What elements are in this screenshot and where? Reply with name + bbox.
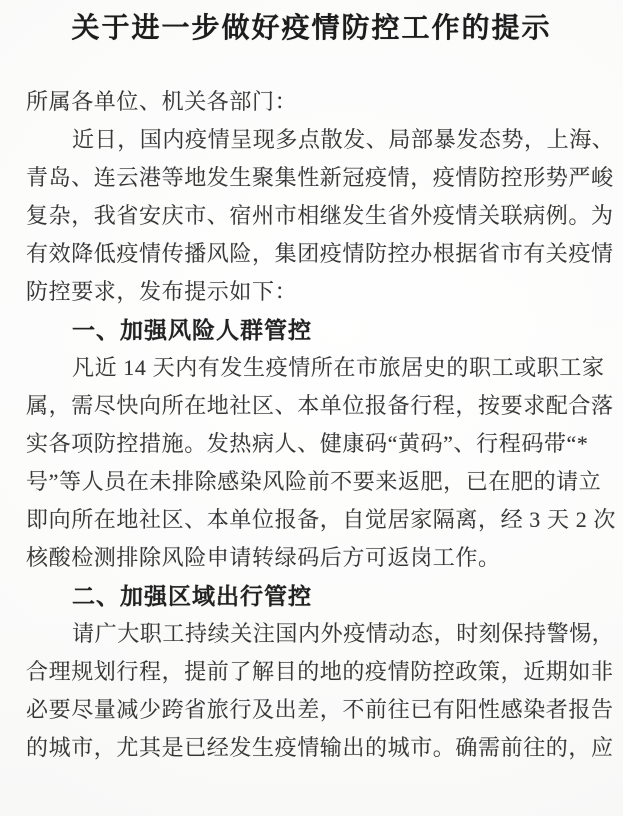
section-1-paragraph-line: 核酸检测排除风险申请转绿码后方可返岗工作。	[26, 545, 501, 570]
section-2-paragraph-line: 的城市，尤其是已经发生疫情输出的城市。确需前往的，应	[26, 735, 614, 760]
section-2-paragraph-line: 请广大职工持续关注国内外疫情动态，时刻保持警惕，	[72, 621, 615, 646]
section-2-paragraph-line: 必要尽量减少跨省旅行及出差，不前往已有阳性感染者报告	[26, 697, 614, 722]
document-title: 关于进一步做好疫情防控工作的提示	[71, 12, 552, 43]
document-body	[0, 83, 623, 767]
section-1-paragraph-line: 实各项防控措施。发热病人、健康码“黄码”、行程码带“*	[26, 431, 589, 456]
section-1-paragraph-line: 号”等人员在未排除感染风险前不要来返肥，已在肥的请立	[26, 469, 602, 494]
section-2-paragraph-line: 合理规划行程，提前了解目的地的疫情防控政策，近期如非	[26, 659, 614, 684]
section-1-paragraph-line: 凡近 14 天内有发生疫情所在市旅居史的职工或职工家	[72, 355, 605, 380]
section-1-heading: 一、加强风险人群管控	[72, 317, 312, 343]
section-2-heading: 二、加强区域出行管控	[72, 583, 312, 609]
salutation-line: 所属各单位、机关各部门：	[26, 89, 298, 114]
intro-paragraph-line: 防控要求，发布提示如下：	[26, 279, 298, 304]
section-1-paragraph-line: 即向所在地社区、本单位报备，自觉居家隔离，经 3 天 2 次	[26, 507, 617, 532]
section-1-paragraph-line: 属，需尽快向所在地社区、本单位报备行程，按要求配合落	[26, 393, 614, 418]
intro-paragraph-line: 青岛、连云港等地发生聚集性新冠疫情，疫情防控形势严峻	[26, 165, 614, 190]
intro-paragraph-line: 近日，国内疫情呈现多点散发、局部暴发态势，上海、	[72, 127, 615, 152]
intro-paragraph-line: 复杂，我省安庆市、宿州市相继发生省外疫情关联病例。为	[26, 203, 614, 228]
intro-paragraph-line: 有效降低疫情传播风险，集团疫情防控办根据省市有关疫情	[26, 241, 614, 266]
